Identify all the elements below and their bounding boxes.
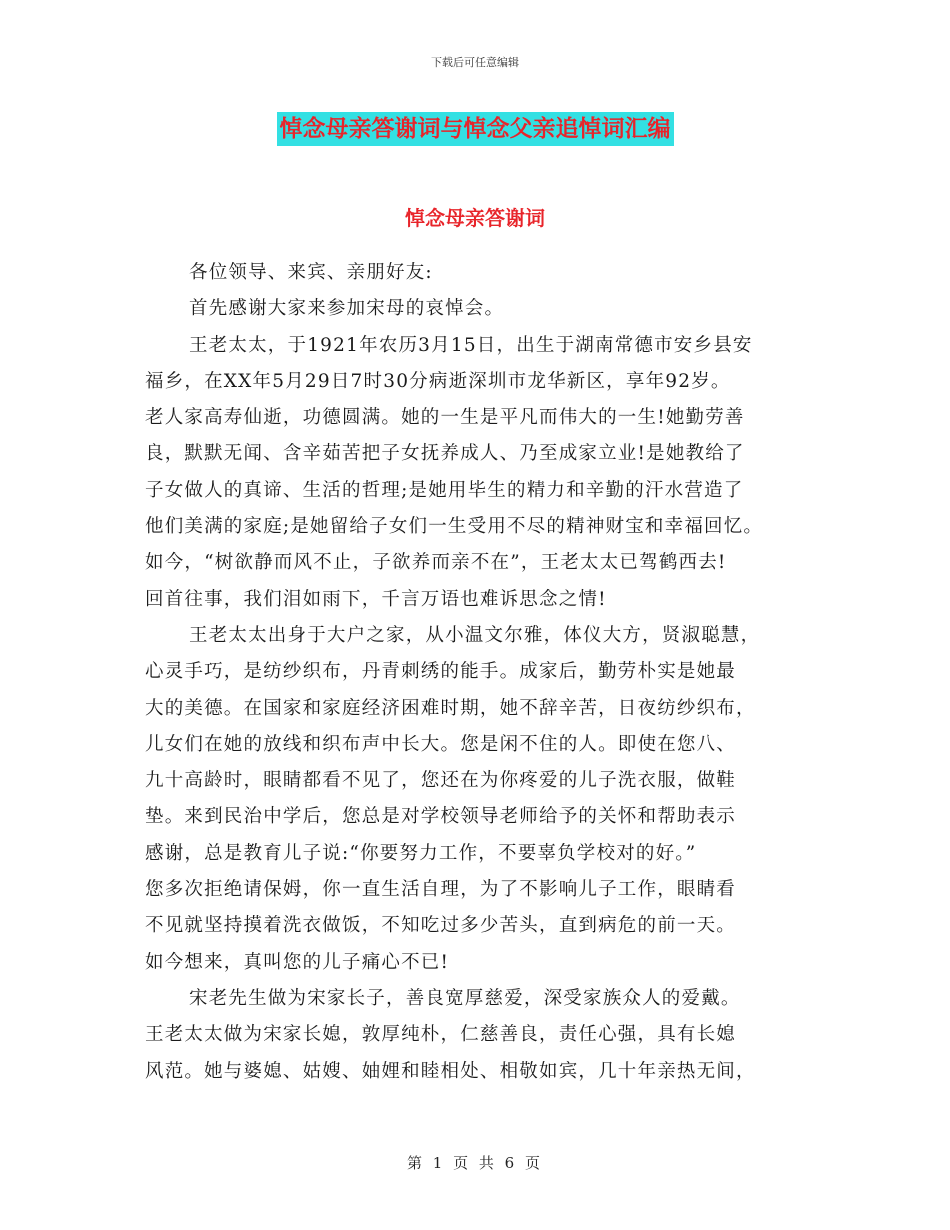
- paragraph-line: 老人家高寿仙逝，功德圆满。她的一生是平凡而伟大的一生!她勤劳善: [145, 407, 745, 429]
- header-note: 下载后可任意编辑: [431, 56, 519, 69]
- paragraph-line: 他们美满的家庭;是她留给子女们一生受用不尽的精神财宝和幸福回忆。: [145, 516, 764, 538]
- paragraph-line: 大的美德。在国家和家庭经济困难时期，她不辞辛苦，日夜纺纱织布，: [145, 697, 756, 719]
- paragraph-line: 王老太太，于1921年农历3月15日，出生于湖南常德市安乡县安: [189, 334, 753, 356]
- paragraph-line: 如今想来，真叫您的儿子痛心不已!: [145, 951, 450, 973]
- paragraph-line: 王老太太出身于大户之家，从小温文尔雅，体仪大方，贤淑聪慧，: [189, 624, 761, 646]
- paragraph-line: 儿女们在她的放线和织布声中长大。您是闲不住的人。即使在您八、: [145, 733, 737, 755]
- document-title: 悼念母亲答谢词与悼念父亲追悼词汇编: [277, 112, 674, 146]
- paragraph-line: 感谢，总是教育儿子说:“你要努力工作，不要辜负学校对的好。”: [145, 842, 697, 864]
- paragraph-line: 良，默默无闻、含辛茹苦把子女抚养成人、乃至成家立业!是她教给了: [145, 443, 745, 465]
- paragraph-line: 首先感谢大家来参加宋母的哀悼会。: [189, 298, 505, 320]
- paragraph-line: 心灵手巧，是纺纱织布，丹青刺绣的能手。成家后，勤劳朴实是她最: [145, 661, 737, 683]
- paragraph-line: 如今，“树欲静而风不止，子欲养而亲不在”，王老太太已驾鹤西去!: [145, 552, 727, 574]
- paragraph-line: 九十高龄时，眼睛都看不见了，您还在为你疼爱的儿子洗衣服，做鞋: [145, 770, 737, 792]
- paragraph-line: 风范。她与婆媳、姑嫂、妯娌和睦相处、相敬如宾，几十年亲热无间，: [145, 1060, 756, 1082]
- paragraph-line: 各位领导、来宾、亲朋好友:: [189, 262, 433, 283]
- body-text: [145, 219, 813, 1090]
- paragraph-line: 宋老先生做为宋家长子，善良宽厚慈爱，深受家族众人的爱戴。: [189, 987, 741, 1009]
- paragraph-line: 垫。来到民治中学后，您总是对学校领导老师给予的关怀和帮助表示: [145, 806, 737, 828]
- paragraph-line: 子女做人的真谛、生活的哲理;是她用毕生的精力和辛勤的汗水营造了: [145, 479, 744, 501]
- document-title-wrapper: [0, 112, 950, 146]
- paragraph-line: 回首往事，我们泪如雨下，千言万语也难诉思念之情!: [145, 588, 607, 610]
- section-title: 悼念母亲答谢词: [405, 206, 545, 230]
- paragraph-line: 不见就坚持摸着洗衣做饭，不知吃过多少苦头，直到病危的前一天。: [145, 915, 737, 937]
- paragraph-line: 王老太太做为宋家长媳，敦厚纯朴，仁慈善良，责任心强，具有长媳: [145, 1024, 737, 1046]
- page-number-footer: 第 1 页 共 6 页: [407, 1154, 543, 1172]
- paragraph-line: 福乡，在XX年5月29日7时30分病逝深圳市龙华新区，享年92岁。: [145, 370, 731, 392]
- paragraph-line: 您多次拒绝请保姆，你一直生活自理，为了不影响儿子工作，眼睛看: [145, 879, 737, 901]
